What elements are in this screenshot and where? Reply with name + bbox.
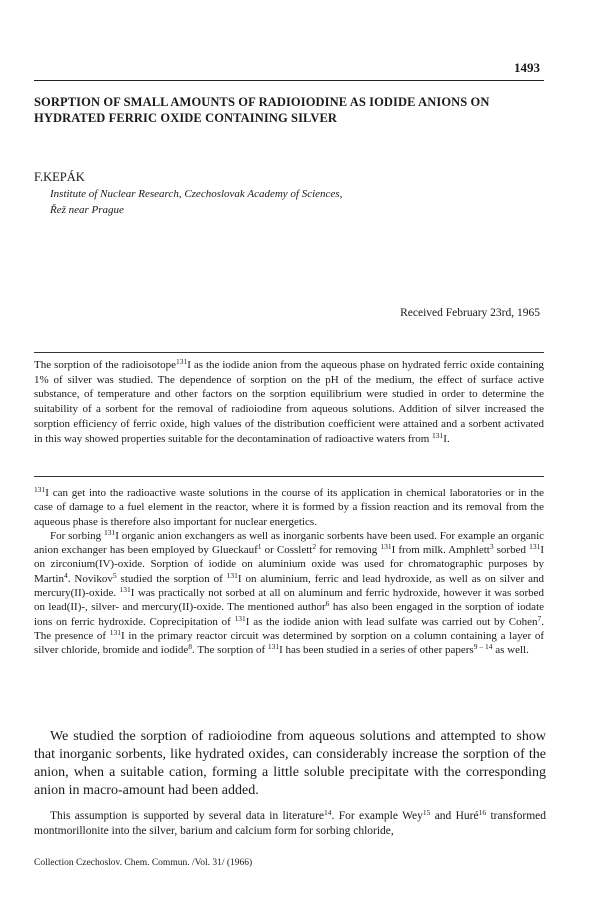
body-paragraph xyxy=(34,529,544,658)
paragraph-text: as well. xyxy=(495,644,529,657)
reference-marker: 3 xyxy=(489,542,494,552)
reference-marker: 9 – 14 xyxy=(473,642,493,652)
paragraph-text: I on aluminium, ferric and lead hydroxide, as well as on silver and mercury(II)-oxide. xyxy=(34,572,545,600)
paragraph-text: This assumption is supported by several data in literature xyxy=(50,810,325,822)
reference-marker: 4 xyxy=(63,570,68,580)
paragraph-text: I on zirconium(IV)-oxide. Sorption of iodide on aluminium oxide was used for chromatographic purposes by Martin xyxy=(34,544,544,585)
paragraph-text: . For example Wey xyxy=(331,810,423,822)
isotope-mass: 131 xyxy=(119,585,131,595)
isotope-mass: 131 xyxy=(226,570,238,580)
received-date: Received February 23rd, 1965 xyxy=(400,307,540,319)
reference-marker: 7 xyxy=(537,613,542,623)
abstract-bottom-rule xyxy=(34,476,544,477)
paragraph-text: transformed montmorillonite into the silver, barium and calcium form for sorbing chloride, xyxy=(34,810,547,837)
article-title: SORPTION OF SMALL AMOUNTS OF RADIOIODINE AS IODIDE ANIONS ON HYDRATED FERRIC OXIDE CONTAINING SILVER xyxy=(34,95,490,125)
isotope-mass: 131 xyxy=(109,627,122,637)
paragraph-text: studied the sorption of xyxy=(120,572,223,585)
paragraph-text: I from milk. Amphlett xyxy=(391,544,490,557)
isotope-mass: 131 xyxy=(267,642,280,652)
reference-marker: 14 xyxy=(324,808,332,817)
reference-marker: 1 xyxy=(257,542,262,552)
reference-marker: 15 xyxy=(422,808,431,817)
affiliation-line-1: Institute of Nuclear Research, Czechoslovak Academy of Sciences, xyxy=(50,188,343,200)
body-text xyxy=(34,486,544,658)
paragraph-text: I as the iodide anion with lead sulfate was carried out by Cohen xyxy=(245,615,538,628)
isotope-mass: 131 xyxy=(104,527,116,537)
author-name: F.KEPÁK xyxy=(34,170,85,184)
reference-marker: 6 xyxy=(325,599,330,609)
paragraph-text: and Huré xyxy=(434,810,479,822)
abstract-top-rule xyxy=(34,352,544,353)
page-number: 1493 xyxy=(514,60,540,75)
paragraph-text: I in the primary reactor circuit was determined by sorption on a column containing a layer of silver chloride, bromide and iodide xyxy=(34,629,545,657)
paragraph-text: I organic anion exchangers as well as inorganic sorbents have been used. For example an organic anion exchanger has been employed by Glueckauf xyxy=(34,529,545,557)
paragraph-text: I can get into the radioactive waste solutions in the course of its application in chemical laboratories or in the case of damage to a fuel element in the reactor, where it is formed by a fission reaction and its removal from the aqueous phase is therefore also important for nuclear energetics. xyxy=(34,487,544,528)
abstract-text: I as the iodide anion from the aqueous phase on hydrated ferric oxide containing 1% of silver was studied. The dependence of sorption on the pH of the medium, the effect of surface active substance, of temperature and other factors on the sorption equilibrium were studied in order to determine the suitability of a sorbent for the removal of radioiodine from aqueous solutions. Addition of silver increased the sorption efficiency of ferric oxide, high values of the distribution coefficient were attained and a sorbent activated in this way showed properties suitable for the decontamination of radioactive waters from xyxy=(34,359,544,445)
reference-marker: 8 xyxy=(188,642,193,652)
isotope-mass: 131 xyxy=(175,357,188,366)
isotope-mass: 131 xyxy=(432,430,444,440)
body-paragraph xyxy=(34,809,546,839)
paragraph-text: or Cosslett xyxy=(264,544,313,557)
isotope-mass: 131 xyxy=(34,485,46,494)
paragraph-text: I has been studied in a series of other papers xyxy=(279,644,474,657)
abstract-text: I. xyxy=(443,432,450,445)
affiliation-line-2: Řež near Prague xyxy=(50,204,124,216)
paragraph-text: . The sorption of xyxy=(192,644,266,657)
paragraph-text: I was practically not sorbed at all on aluminum and ferric hydroxide, however it was sorbed on lead(II)-, silver- and mercury(II)-oxide. The mentioned author xyxy=(34,587,545,614)
paragraph-text: . Novikov xyxy=(67,572,113,585)
reference-marker: 16 xyxy=(478,808,487,817)
isotope-mass: 131 xyxy=(380,542,392,552)
paragraph-text: for removing xyxy=(319,544,378,557)
paragraph-text: For sorbing xyxy=(50,529,102,542)
abstract-text: The sorption of the radioisotope xyxy=(34,359,176,371)
journal-footer: Collection Czechoslov. Chem. Commun. /Vol. 31/ (1966) xyxy=(34,858,253,868)
reference-marker: 5 xyxy=(112,570,117,580)
body-paragraph-large: We studied the sorption of radioiodine from aqueous solutions and attempted to show that inorganic sorbents, like hydrated oxides, can considerably increase the sorption of the anion, when a suitable cation, forming a little soluble precipitate with the corresponding anion in macro-amount had been added. xyxy=(34,729,546,798)
reference-marker: 2 xyxy=(312,542,317,552)
isotope-mass: 131 xyxy=(234,613,246,623)
abstract xyxy=(34,358,544,446)
paragraph-text: sorbed xyxy=(496,544,526,557)
paragraph-text: has also been engaged in the sorption of iodate ions on ferric hydroxide. Coprecipitation of xyxy=(34,601,545,628)
body-paragraph xyxy=(34,486,544,529)
author-affiliation xyxy=(50,186,530,218)
paragraph-text: . The presence of xyxy=(34,615,544,642)
header-rule xyxy=(34,80,544,81)
isotope-mass: 131 xyxy=(529,542,541,552)
